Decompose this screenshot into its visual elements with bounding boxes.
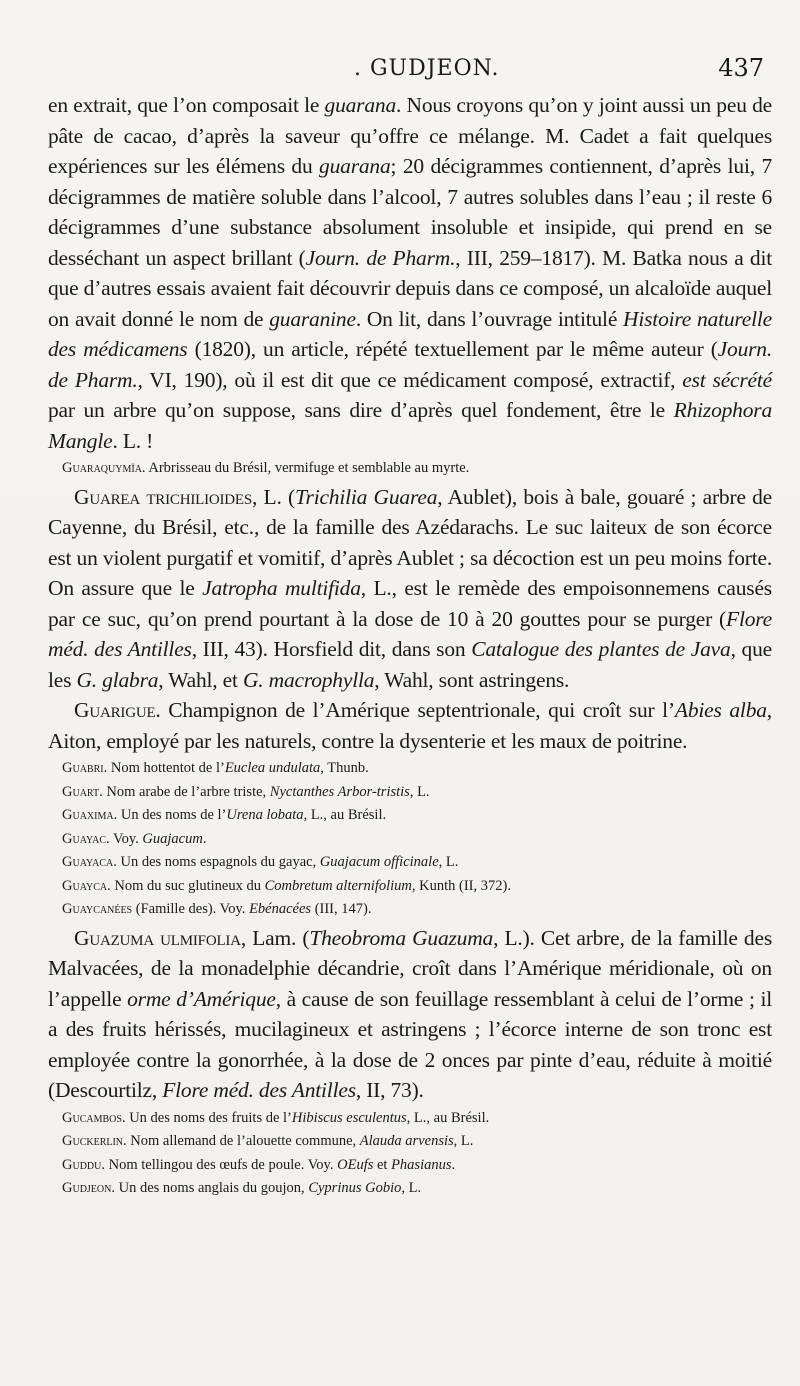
text-segment: Guarigue <box>74 698 156 722</box>
minor-entry-guaxima <box>48 805 772 827</box>
text-segment: Ebénacées <box>249 901 312 917</box>
text-segment: guarana <box>324 93 396 117</box>
text-segment: Journ. de Pharm. <box>48 337 773 392</box>
text-segment: Guayaca <box>62 854 114 870</box>
text-segment: . Nom arabe de l’arbre triste, <box>99 783 270 800</box>
text-segment: Alauda arvensis <box>359 1133 454 1149</box>
text-segment: , à cause de son feuillage ressemblant à celui de l’orme ; il a des fruits hérissés, mucilagineux et astringens ; l’écorce interne de son tronc est employée contre la gonorrhée, à la dose de 2 onces par pinte d’eau, réduite à moitié (Descourtilz, <box>48 986 772 1102</box>
text-segment: , Thunb. <box>320 760 369 776</box>
text-segment: , Wahl, et <box>158 667 243 692</box>
text-segment: , III, 259–1817). M. Batka nous a dit que d’autres essais avaient fait découvrir depuis dans ce composé, un alcaloïde auquel on avait donné le nom de <box>48 245 772 331</box>
text-segment: . Arbrisseau du Brésil, vermifuge et semblable au myrte. <box>141 460 470 476</box>
text-segment: Combretum alternifolium <box>264 877 412 894</box>
text-segment: Theobroma Guazuma <box>309 925 494 950</box>
text-segment: , Aublet), bois à bale, gouaré ; arbre de Cayenne, du Brésil, etc., de la famille des Azédarachs. Le suc laiteux de son écorce est un violent purgatif et vomitif, d’après Aublet ; sa décoction est un peu moins forte. On assure que le <box>48 484 773 600</box>
text-segment: Guart <box>62 783 100 800</box>
text-segment: Gudjeon <box>62 1180 112 1196</box>
text-segment: Phasianus <box>391 1156 452 1173</box>
text-segment: Guaraquymïa <box>62 460 142 476</box>
text-segment: , III, 43). Horsfield dit, dans son <box>191 637 472 661</box>
text-segment: (III, 147). <box>311 901 372 917</box>
entry-guarana-cont <box>48 90 772 456</box>
text-segment: et <box>373 1156 392 1173</box>
text-segment: . Nom allemand de l’alouette commune, <box>123 1133 360 1149</box>
text-segment: (Famille des). Voy. <box>132 901 250 917</box>
text-segment: , L. <box>409 783 430 800</box>
text-segment: Abies alba <box>674 698 767 722</box>
text-segment: ; 20 décigrammes contiennent, d’après lui, 7 décigrammes de matière soluble dans l’alcool, 7 autres solubles dans l’eau ; il reste 6 décigrammes d’une substance absolument insoluble et insipide, qui prend en se desséchant un aspect brillant ( <box>48 154 772 270</box>
minor-entry-guaycanees <box>48 899 772 921</box>
minor-entry-guayaca <box>48 852 772 874</box>
entry-guarigue <box>48 695 772 756</box>
minor-entry-guckerlin <box>48 1131 772 1153</box>
minor-entry-guabri <box>48 758 772 780</box>
text-segment: , L. ( <box>252 484 295 509</box>
text-segment: , VI, 190), où il est dit que ce médicament composé, extractif, <box>137 367 683 392</box>
text-segment: Rhizophora Mangle <box>48 398 772 453</box>
text-segment: Guazuma ulmifolia <box>74 925 241 950</box>
text-segment: en extrait, que l’on composait le <box>48 93 325 117</box>
text-segment: Journ. de Pharm. <box>305 245 456 270</box>
text-segment: , II, 73). <box>355 1078 424 1102</box>
text-segment: . <box>202 830 207 847</box>
text-segment: orme d’Amérique <box>127 986 276 1011</box>
text-segment: Guckerlin <box>62 1133 124 1149</box>
text-segment: guaranine <box>269 306 356 331</box>
text-segment: Guaxima <box>62 807 114 823</box>
text-segment: . Un des noms espagnols du gayac, <box>113 854 320 870</box>
text-segment: (1820), un article, répété textuellement par le même auteur ( <box>187 337 718 361</box>
minor-entry-guddu <box>48 1155 772 1177</box>
text-segment: Guddu <box>62 1156 102 1173</box>
text-segment: Flore méd. des Antilles <box>162 1078 356 1102</box>
text-segment: par un arbre qu’on suppose, sans dire d’après quel fondement, être le <box>48 398 674 422</box>
minor-entry-guaraquymia <box>48 458 772 480</box>
text-segment: , L., au Brésil. <box>406 1109 490 1126</box>
text-segment: Flore méd. des Antilles <box>48 606 772 661</box>
text-segment: . Un des noms de l’ <box>113 807 227 823</box>
text-segment: , que les <box>48 637 772 692</box>
text-segment: . Nom tellingou des œufs de poule. Voy. <box>101 1156 338 1173</box>
text-segment: , L. <box>438 854 459 870</box>
page-number: 437 <box>718 54 764 82</box>
entry-guarea <box>48 482 772 696</box>
minor-entry-guart <box>48 782 772 804</box>
minor-entry-gucambos <box>48 1108 772 1130</box>
text-segment: . <box>451 1156 456 1173</box>
entry-guazuma <box>48 923 772 1106</box>
text-segment: . Un des noms des fruits de l’ <box>121 1109 292 1126</box>
text-segment: Jatropha multifida <box>202 576 361 600</box>
text-segment: Catalogue des plantes de Java <box>471 637 731 661</box>
text-segment: , L. <box>453 1133 474 1149</box>
text-segment: G. glabra <box>76 667 159 692</box>
text-segment: , L.). Cet arbre, de la famille des Malvacées, de la monadelphie décandrie, croît dans l’Amérique méridionale, où on l’appelle <box>48 925 772 1011</box>
text-segment: Euclea undulata <box>224 760 321 776</box>
text-segment: . Nom du suc glutineux du <box>107 877 265 894</box>
text-segment: Guaycanées <box>62 901 133 917</box>
text-segment: . Voy. <box>106 830 143 847</box>
text-segment: . Nous croyons qu’on y joint aussi un peu de pâte de cacao, d’après la saveur qu’offre ce mélange. M. Cadet a fait quelques expériences sur les élémens du <box>48 93 772 178</box>
text-segment: OEufs <box>337 1156 374 1173</box>
text-segment: Hibiscus esculentus <box>291 1109 407 1126</box>
text-segment: . Un des noms anglais du goujon, <box>111 1180 309 1196</box>
text-segment: Histoire naturelle des médicamens <box>48 306 772 361</box>
text-segment: Nyctanthes Arbor-tristis <box>269 783 410 800</box>
text-segment: Guabri <box>62 760 104 776</box>
text-segment: . On lit, dans l’ouvrage intitulé <box>355 306 624 331</box>
running-title: . GUDJEON. <box>354 56 500 81</box>
text-segment: Guajacum officinale <box>319 854 439 870</box>
text-segment: Cyprinus Gobio <box>308 1180 402 1196</box>
text-segment: Guarea trichilioides <box>74 484 253 509</box>
text-segment: , L., est le remède des empoisonnemens causés par ce suc, qu’on prend pourtant à la dose de 10 à 20 gouttes pour se purger ( <box>48 576 772 631</box>
text-segment: Guayac <box>62 830 107 847</box>
text-segment: , L., au Brésil. <box>303 807 387 823</box>
text-segment: , Kunth (II, 372). <box>411 877 511 894</box>
text-segment: , L. <box>401 1180 422 1196</box>
text-segment: . Champignon de l’Amérique septentrionale, qui croît sur l’ <box>155 698 675 722</box>
text-segment: Trichilia Guarea <box>294 484 438 509</box>
text-segment: Guayca <box>62 877 108 894</box>
text-segment: . L. ! <box>112 428 154 453</box>
text-segment: Urena lobata <box>226 807 304 823</box>
minor-entry-gudjeon <box>48 1178 772 1200</box>
text-segment: , Aiton, employé par les naturels, contre la dysenterie et les maux de poitrine. <box>48 698 772 753</box>
minor-entry-guayac <box>48 829 772 851</box>
page-body <box>48 90 772 1200</box>
text-segment: Guajacum <box>142 830 203 847</box>
text-segment: , Lam. ( <box>240 925 310 950</box>
text-segment: , Wahl, sont astringens. <box>374 667 570 692</box>
minor-entry-guayca <box>48 876 772 898</box>
text-segment: guarana <box>319 154 391 178</box>
page-header <box>48 50 772 90</box>
text-segment: . Nom hottentot de l’ <box>103 760 225 776</box>
text-segment: Gucambos <box>62 1109 122 1126</box>
text-segment: G. macrophylla <box>242 667 375 692</box>
text-segment: est sécrété <box>682 367 772 392</box>
